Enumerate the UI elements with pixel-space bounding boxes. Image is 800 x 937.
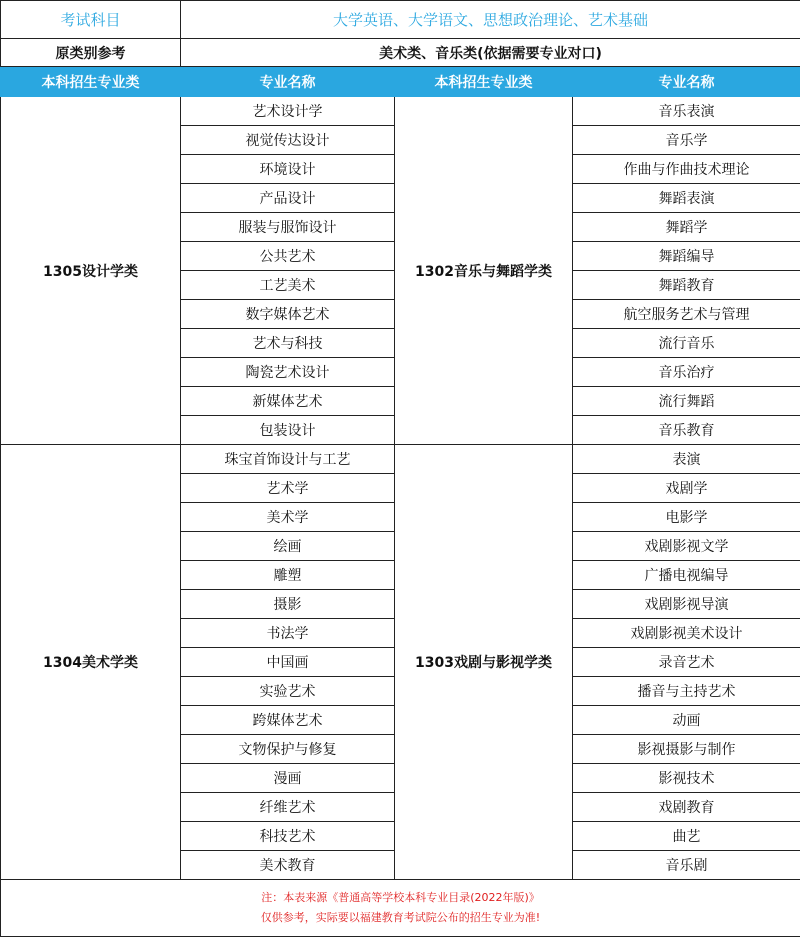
header-major-left: 专业名称: [181, 67, 395, 97]
major-cell: 视觉传达设计: [181, 126, 395, 155]
major-cell: 数字媒体艺术: [181, 300, 395, 329]
exam-subjects-row: [1, 1, 800, 39]
major-cell: 表演: [573, 445, 800, 474]
major-cell: 音乐表演: [573, 97, 800, 126]
major-cell: 陶瓷艺术设计: [181, 358, 395, 387]
notes-cell: [1, 880, 800, 937]
notes-row: [1, 880, 800, 937]
major-cell: 书法学: [181, 619, 395, 648]
category-cell: 1302音乐与舞蹈学类: [395, 97, 573, 445]
major-cell: 服装与服饰设计: [181, 213, 395, 242]
major-cell: 美术教育: [181, 851, 395, 880]
major-cell: 航空服务艺术与管理: [573, 300, 800, 329]
major-cell: 艺术设计学: [181, 97, 395, 126]
major-cell: 新媒体艺术: [181, 387, 395, 416]
major-cell: 摄影: [181, 590, 395, 619]
major-cell: 音乐剧: [573, 851, 800, 880]
major-cell: 科技艺术: [181, 822, 395, 851]
major-cell: 雕塑: [181, 561, 395, 590]
major-cell: 电影学: [573, 503, 800, 532]
category-cell: 1304美术学类: [1, 445, 181, 880]
major-cell: 流行舞蹈: [573, 387, 800, 416]
major-cell: 珠宝首饰设计与工艺: [181, 445, 395, 474]
major-cell: 音乐教育: [573, 416, 800, 445]
major-cell: 戏剧教育: [573, 793, 800, 822]
source-note: 仅供参考，实际要以福建教育考试院公布的招生专业为准!: [1, 908, 800, 928]
major-cell: 工艺美术: [181, 271, 395, 300]
header-category-left: 本科招生专业类: [1, 67, 181, 97]
major-cell: 戏剧影视导演: [573, 590, 800, 619]
major-cell: 音乐治疗: [573, 358, 800, 387]
original-category: 美术类、音乐类(依据需要专业对口): [181, 39, 800, 67]
header-major-right: 专业名称: [573, 67, 800, 97]
major-cell: 戏剧学: [573, 474, 800, 503]
original-category-row: [1, 39, 800, 67]
major-cell: 跨媒体艺术: [181, 706, 395, 735]
major-cell: 舞蹈学: [573, 213, 800, 242]
major-cell: 纤维艺术: [181, 793, 395, 822]
major-cell: 舞蹈表演: [573, 184, 800, 213]
major-cell: 戏剧影视美术设计: [573, 619, 800, 648]
major-cell: 实验艺术: [181, 677, 395, 706]
major-cell: 绘画: [181, 532, 395, 561]
header-category-right: 本科招生专业类: [395, 67, 573, 97]
source-note: 注：本表来源《普通高等学校本科专业目录(2022年版)》: [1, 888, 800, 908]
table-row: [1, 97, 800, 126]
major-cell: 戏剧影视文学: [573, 532, 800, 561]
major-cell: 艺术学: [181, 474, 395, 503]
major-cell: 影视摄影与制作: [573, 735, 800, 764]
major-cell: 环境设计: [181, 155, 395, 184]
major-cell: 中国画: [181, 648, 395, 677]
original-category-label: 原类别参考: [1, 39, 181, 67]
major-cell: 动画: [573, 706, 800, 735]
major-cell: 播音与主持艺术: [573, 677, 800, 706]
exam-subjects: 大学英语、大学语文、思想政治理论、艺术基础: [181, 1, 800, 39]
major-cell: 流行音乐: [573, 329, 800, 358]
category-cell: 1305设计学类: [1, 97, 181, 445]
major-cell: 漫画: [181, 764, 395, 793]
major-cell: 音乐学: [573, 126, 800, 155]
major-cell: 公共艺术: [181, 242, 395, 271]
major-cell: 包装设计: [181, 416, 395, 445]
major-cell: 产品设计: [181, 184, 395, 213]
category-cell: 1303戏剧与影视学类: [395, 445, 573, 880]
header-row: [1, 67, 800, 97]
major-cell: 舞蹈编导: [573, 242, 800, 271]
major-cell: 美术学: [181, 503, 395, 532]
major-cell: 曲艺: [573, 822, 800, 851]
exam-subject-label: 考试科目: [1, 1, 181, 39]
major-cell: 录音艺术: [573, 648, 800, 677]
major-cell: 舞蹈教育: [573, 271, 800, 300]
major-cell: 广播电视编导: [573, 561, 800, 590]
major-cell: 影视技术: [573, 764, 800, 793]
major-cell: 文物保护与修复: [181, 735, 395, 764]
major-cell: 艺术与科技: [181, 329, 395, 358]
major-cell: 作曲与作曲技术理论: [573, 155, 800, 184]
table-row: [1, 445, 800, 474]
